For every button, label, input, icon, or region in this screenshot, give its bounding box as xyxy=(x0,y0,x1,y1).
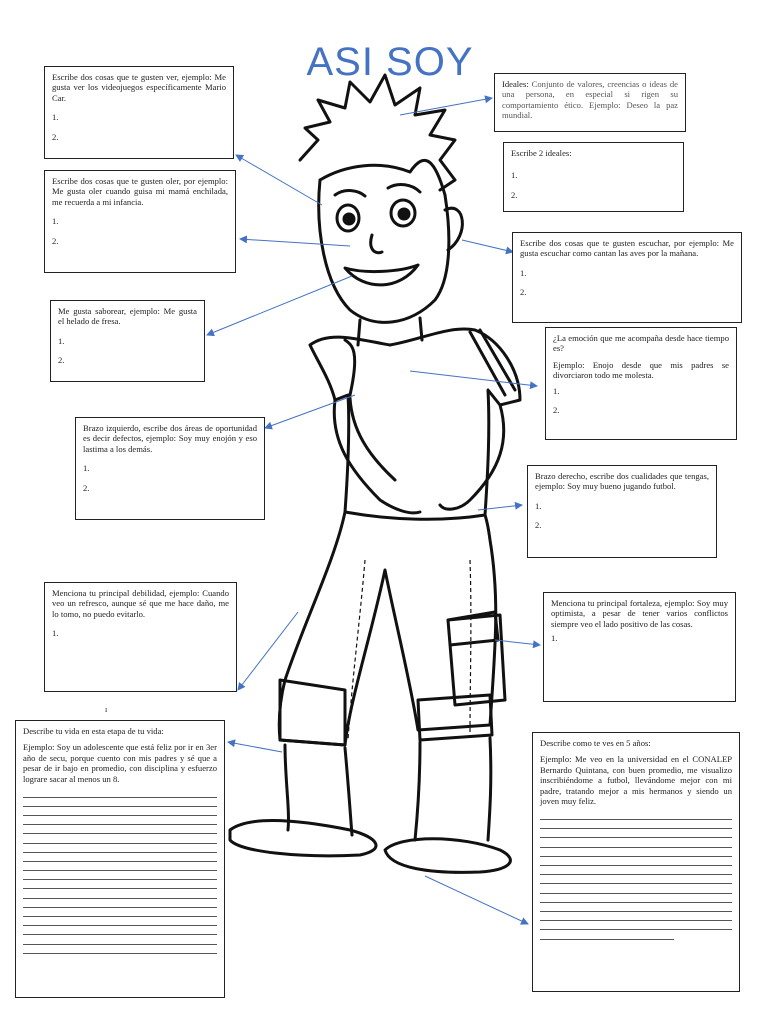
page-title: ASI SOY xyxy=(306,40,474,84)
box-prompt: Describe como te ves en 5 años: xyxy=(540,738,651,748)
answer-line-1[interactable]: 1. xyxy=(58,335,65,346)
box-brazo-izquierdo xyxy=(75,417,265,520)
box-ideales-definicion xyxy=(494,73,686,132)
box-prompt: Brazo izquierdo, escribe dos áreas de oportunidad es decir defectos, ejemplo: Soy muy enojón y eso lastima a los demás. xyxy=(83,423,257,454)
stray-mark: ı xyxy=(105,705,108,714)
box-prompt: ¿La emoción que me acompaña desde hace tiempo es? xyxy=(553,333,729,354)
box-describe-vida xyxy=(15,720,225,998)
box-gusta-escuchar xyxy=(512,232,742,323)
answer-line-2[interactable]: 2. xyxy=(52,235,59,246)
box-prompt: Menciona tu principal fortaleza, ejemplo: Soy muy optimista, a pesar de tener varios conflictos siempre veo el lado positivo de las cosas. xyxy=(551,598,728,629)
box-prompt: Escribe 2 ideales: xyxy=(511,148,572,158)
answer-line-2[interactable]: 2. xyxy=(58,355,65,366)
writing-lines[interactable] xyxy=(23,788,217,953)
answer-line-1[interactable]: 1. xyxy=(83,463,90,474)
box-brazo-derecho xyxy=(527,465,717,558)
answer-line-2[interactable]: 2. xyxy=(52,131,59,142)
answer-line-2[interactable]: 2. xyxy=(520,287,527,298)
answer-line-2[interactable]: 2. xyxy=(83,482,90,493)
answer-line-1[interactable]: 1. xyxy=(535,500,542,511)
answer-line-2[interactable]: 2. xyxy=(511,189,518,200)
box-ideales xyxy=(503,142,684,212)
answer-line-1[interactable]: 1. xyxy=(52,112,59,123)
box-prompt: Describe tu vida en esta etapa de tu vida: xyxy=(23,726,164,736)
answer-line-1[interactable]: 1. xyxy=(553,385,560,396)
answer-line-2[interactable]: 2. xyxy=(535,520,542,531)
box-prompt: Brazo derecho, escribe dos cualidades que tengas, ejemplo: Soy muy bueno jugando futbol. xyxy=(535,471,709,492)
box-fortaleza xyxy=(543,592,736,702)
answer-line-1[interactable]: 1. xyxy=(52,216,59,227)
box-prompt: Escribe dos cosas que te gusten oler, por ejemplo: Me gusta oler cuando guisa mi mamá enchilada, me recuerda a mi infancia. xyxy=(52,176,228,207)
box-example: Ejemplo: Soy un adolescente que está feliz por ir en 3er año de secu, porque cuento con mis padres y sé que a pesar de ir bajo en promedio, con disciplina y esfuerzo lograre sacar al menos un 8. xyxy=(23,742,217,784)
answer-line-2[interactable]: 2. xyxy=(553,405,560,416)
writing-lines[interactable] xyxy=(540,811,732,940)
box-prompt: Escribe dos cosas que te gusten ver, ejemplo: Me gusta ver los videojuegos específicamente Mario Car. xyxy=(52,72,226,103)
box-gusta-saborear xyxy=(50,300,205,382)
ideales-label: Ideales: xyxy=(502,79,529,89)
answer-line-1[interactable]: 1. xyxy=(52,628,59,639)
answer-line-1[interactable]: 1. xyxy=(520,267,527,278)
box-prompt: Menciona tu principal debilidad, ejemplo: Cuando veo un refresco, aunque sé que me hace daño, me lo tomo, no puedo evitarlo. xyxy=(52,588,229,619)
box-prompt: Me gusta saborear, ejemplo: Me gusta el helado de fresa. xyxy=(58,306,197,327)
box-emocion xyxy=(545,327,737,440)
answer-line-1[interactable]: 1. xyxy=(551,633,558,644)
ideales-text: Conjunto de valores, creencias o ideas de una persona, en especial si rigen su comportamiento ético. Ejemplo: Deseo la paz mundial. xyxy=(502,79,678,121)
box-prompt: Escribe dos cosas que te gusten escuchar, por ejemplo: Me gusta escuchar como cantan las aves por la mañana. xyxy=(520,238,734,259)
box-example: Ejemplo: Me veo en la universidad en el CONALEP Bernardo Quintana, con buen promedio, me visualizo inscribiéndome a futbol, llevándome mejor con mi padre, tratando mejor a mis hermanos y siendo un joven muy feliz. xyxy=(540,754,732,807)
box-debilidad xyxy=(44,582,237,692)
box-gusta-oler xyxy=(44,170,236,273)
boy-drawing xyxy=(230,75,520,872)
box-describe-futuro xyxy=(532,732,740,992)
answer-line-1[interactable]: 1. xyxy=(511,170,518,181)
box-gusta-ver xyxy=(44,66,234,159)
box-example: Ejemplo: Enojo desde que mis padres se divorciaron todo me molesta. xyxy=(553,359,729,381)
